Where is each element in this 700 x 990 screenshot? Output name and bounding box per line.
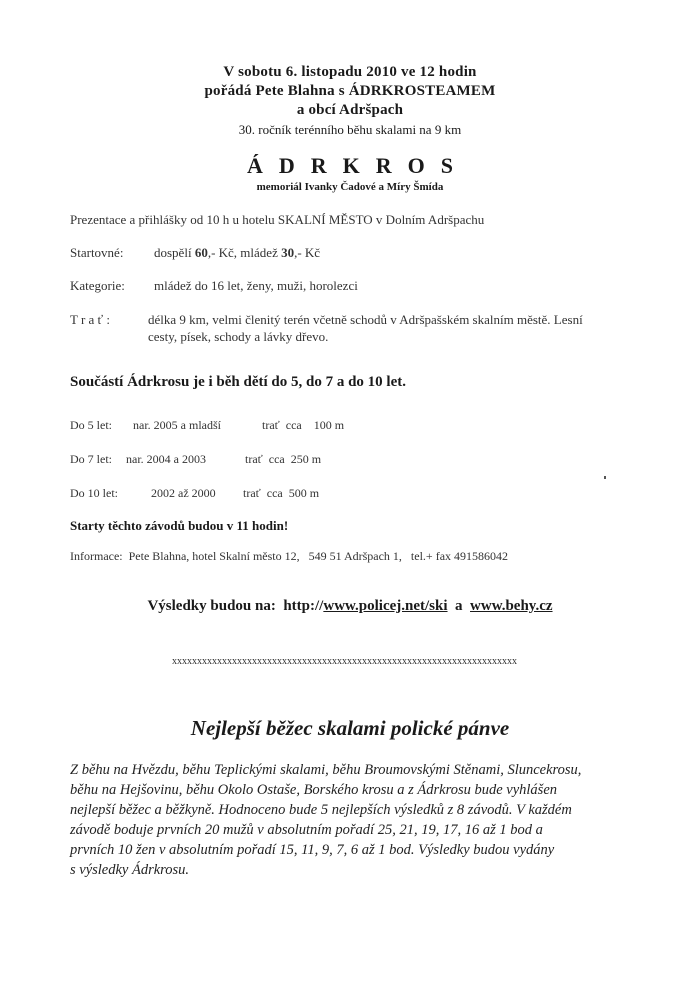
kids-row-5-born: nar. 2005 a mladší [133,418,221,432]
category-label: Kategorie: [70,278,125,293]
fee-value [154,245,320,261]
fee-youth: 30 [281,245,295,260]
track-line-1: délka 9 km, velmi členitý terén včetně schodů v Adršpašském skalním městě. Lesní [148,312,583,327]
event-title: ÁDRKROS [246,153,469,178]
event-date-line: V sobotu 6. listopadu 2010 ve 12 hodin [223,64,477,80]
kids-row-7-label: Do 7 let: [70,452,112,466]
track-line-2: cesty, písek, schody a lávky dřevo. [148,329,329,344]
paragraph-line: nejlepší běžec a běžkyně. Hodnoceno bude 5 nejlepších výsledků z 8 závodů. V každém [70,802,572,818]
best-runner-paragraph [70,760,670,880]
kids-row-5-label: Do 5 let: [70,418,112,432]
results-middle: a [447,598,471,614]
fee-post: ,- Kč [294,245,321,260]
kids-row-10-label: Do 10 let: [70,486,118,500]
kids-row-7-track: trať cca 250 m [245,452,322,466]
edition-line: 30. ročník terénního běhu skalami na 9 km [238,122,462,137]
paragraph-line: závodě boduje prvních 20 mužů v absolutním pořadí 25, 21, 19, 17, 16 až 1 bod a [70,822,543,838]
kids-start-time: Starty těchto závodů budou v 11 hodin! [70,518,289,533]
track-label: T r a ť : [70,312,110,327]
separator-line: xxxxxxxxxxxxxxxxxxxxxxxxxxxxxxxxxxxxxxxxxxxxxxxxxxxxxxxxxxxxxxxxxxxxx [172,656,517,667]
fee-label: Startovné: [70,245,124,260]
paragraph-line: běhu na Hejšovinu, běhu Okolo Ostaše, Borského krosu a z Ádrkrosu bude vyhlášen [70,782,558,798]
kids-row-5-track: trať cca 100 m [262,418,345,432]
best-runner-title: Nejlepší běžec skalami polické pánve [190,716,510,740]
paragraph-line: prvních 10 žen v absolutním pořadí 15, 11, 9, 7, 6 až 1 bod. Výsledky budou vydány [70,842,555,858]
paragraph-line: Z běhu na Hvězdu, běhu Teplickými skalami, běhu Broumovskými Stěnami, Sluncekrosu, [70,762,582,778]
kids-row-10-born: 2002 až 2000 [151,486,216,500]
separator-wrap [172,656,562,667]
results-prefix: Výsledky budou na: http:// [147,598,324,614]
fee-mid: ,- Kč, mládež [207,245,282,260]
fee-pre: dospělí [154,245,195,260]
kids-row-10-track: trať cca 500 m [243,486,320,500]
kids-row-7-born: nar. 2004 a 2003 [126,452,206,466]
scan-speck [604,476,606,479]
paragraph-line: s výsledky Ádrkrosu. [70,862,190,878]
results-line [0,598,700,615]
municipality-line: a obcí Adršpach [296,102,404,118]
fee-adult: 60 [194,245,208,260]
kids-heading: Součástí Ádrkrosu je i běh dětí do 5, do 7 a do 10 let. [70,374,407,390]
memorial-line: memoriál Ivanky Čadové a Míry Šmída [256,181,444,193]
results-link-policej[interactable]: www.policej.net/ski [323,598,448,614]
contact-line: Informace: Pete Blahna, hotel Skalní město 12, 549 51 Adršpach 1, tel.+ fax 491586042 [70,549,509,563]
results-link-behy[interactable]: www.behy.cz [470,598,553,614]
registration-line: Prezentace a přihlášky od 10 h u hotelu SKALNÍ MĚSTO v Dolním Adršpachu [70,212,485,227]
category-value: mládež do 16 let, ženy, muži, horolezci [154,278,358,293]
organizer-line: pořádá Pete Blahna s ÁDRKROSTEAMEM [204,83,496,99]
